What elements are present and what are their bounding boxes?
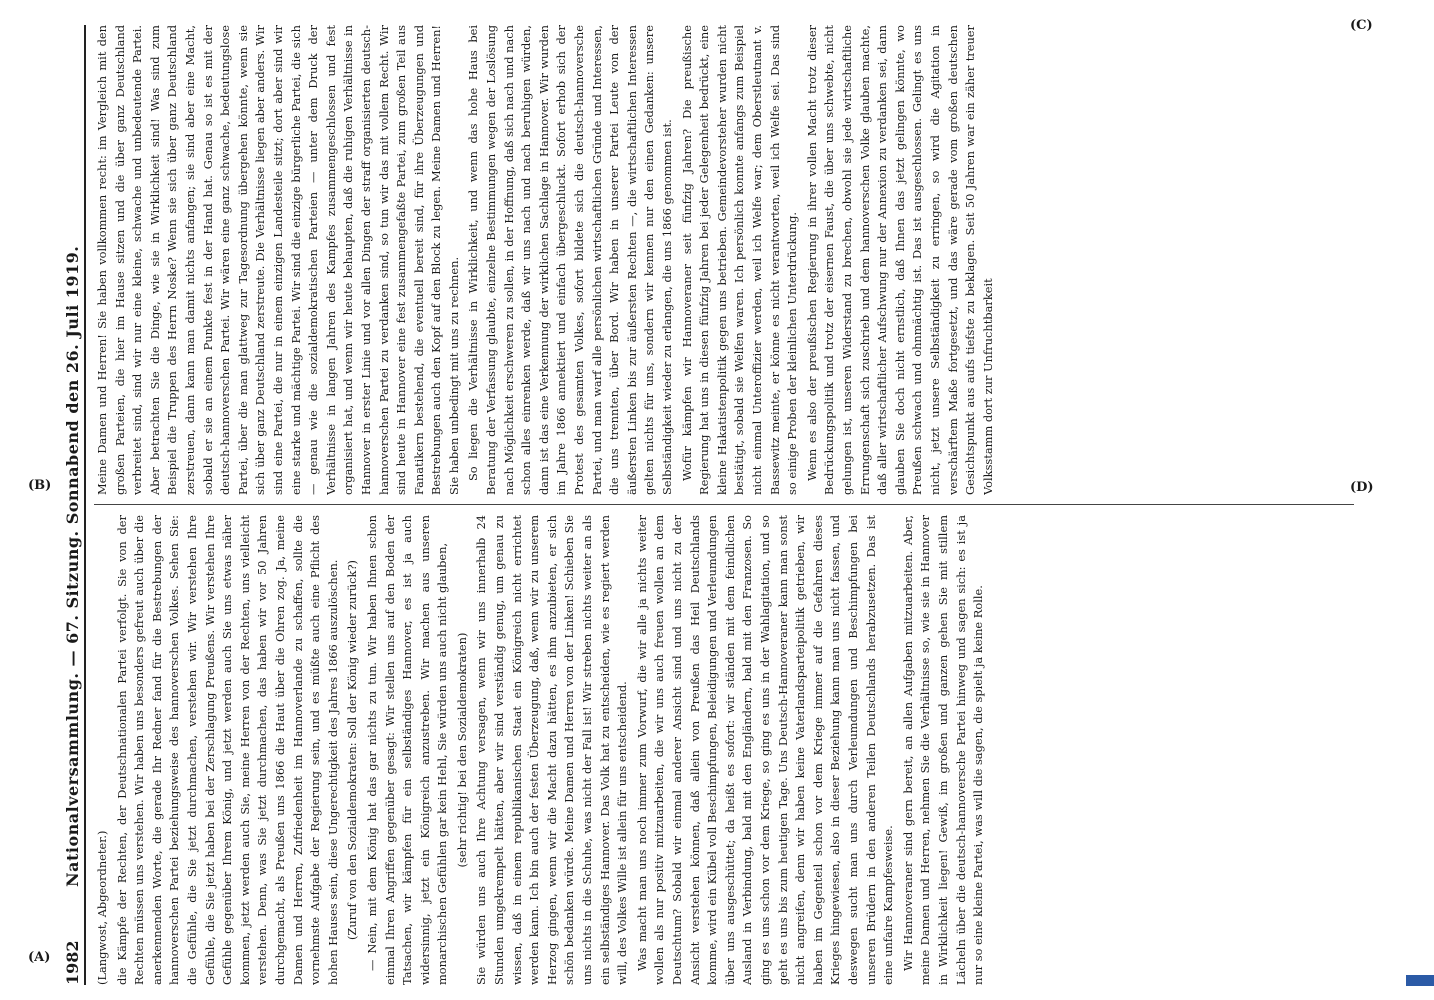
paragraph: — Nein, mit dem König hat das gar nichts zu tun. Wir haben Ihnen schon einmal Ihren Angriffen gegenüber gesagt: Wir stellen uns auf den Boden der Tatsachen, wir kämpfen für ein selbständiges Hannover, es ist ja auch widersinnig, jetzt ein Königreich anzustreben. Wir machen aus unseren monarchischen Gefühlen gar kein Hehl, Sie würden uns auch nicht glauben, (364, 515, 450, 985)
dfg-logo (1406, 975, 1434, 986)
margin-marker-a: (A) (28, 950, 51, 965)
interjection: (sehr richtig! bei den Sozialdemokraten) (454, 632, 469, 868)
interjection: (Zuruf von den Sozialdemokraten: Soll der König wieder zurück?) (345, 559, 360, 941)
paragraph: Wenn es also der preußischen Regierung in ihrer vollen Macht trotz dieser Bedrückungspolitik und trotz der eisernen Faust, die über uns schwebte, nicht gelungen ist, unseren Widerstand zu brechen, obwohl sie jede wirtschaftliche Errungenschaft sich zuschrieb und dem hannoverschen Volke glauben machte, daß aller wirtschaftlicher Aufschwung nur der Annexion zu verdanken sei, dann glauben Sie doch nicht ernstlich, daß Ihnen das jetzt gelingen könnte, wo Preußen schwach und ohnmächtig ist. Das ist ausgeschlossen. Gelingt es uns nicht, jetzt unsere Selbständigkeit zu erringen, so wird die Agitation in verschärftem Maße fortgesetzt, und das wäre gerade vom großen deutschen Gesichtspunkt aus aufs tiefste zu beklagen. Seit 50 Jahren war ein zäher treuer Volksstamm dort zur Unfruchtbarkeit (804, 25, 995, 495)
rotated-page-body (50, 25, 1360, 985)
paragraph: Sie würden uns auch Ihre Achtung versagen, wenn wir uns innerhalb 24 Stunden umgekrempelt hätten, aber wir sind verständig genug, um genau zu wissen, daß in einem republikanischen Staat ein Königreich nicht errichtet werden kann. Ich bin auch der festen Überzeugung, daß, wenn wir zu unserem Herzog gingen, wenn wir die Macht dazu hätten, es ihm anzubieten, er sich schön bedanken würde. Meine Damen und Herren von der Linken! Schieben Sie uns nichts in die Schuhe, was nicht der Fall ist! Wir streben nichts weiter an als ein selbständiges Hannover. Das Volk hat zu entscheiden, wie es regiert werden will, des Volkes Wille ist allein für uns entscheidend. (474, 515, 630, 985)
margin-marker-d: (D) (1350, 480, 1374, 495)
paragraph: die Kämpfe der Rechten, der Deutschnationalen Partei verfolgt. Sie von der Rechten müssen uns verstehen. Wir haben uns besonders gefreut auch über die anerkennenden Worte, die gerade Ihr Redner fand für die Bestrebungen der hannoverschen Partei beziehungsweise des hannoverschen Volkes. Sehen Sie: die Gefühle, die Sie jetzt durchmachen, verstehen wir. Wir verstehen Ihre Gefühle, die Sie jetzt haben bei der Zerschlagung Preußens. Wir verstehen Ihre Gefühle gegenüber Ihrem König, und jetzt werden auch Sie uns etwas näher kommen, jetzt werden auch Sie, meine Herren von der Rechten, uns vielleicht verstehen. Denn, was Sie jetzt durchmachen, das haben wir vor 50 Jahren durchgemacht, als Preußen uns 1866 die Haut über die Ohren zog. Ja, meine Damen und Herren, Zufriedenheit im Hannoverlande zu schaffen, sollte die vornehmste Aufgabe der Regierung sein, und es müßte auch eine Pflicht des hohen Hauses sein, diese Ungerechtigkeit des Jahres 1866 auszulöschen. (114, 515, 340, 985)
right-column (94, 25, 1354, 495)
page-number: 1982 (63, 940, 82, 985)
speaker-line: (Langwost, Abgeordneter.) (95, 830, 109, 985)
digitization-credit (1412, 10, 1428, 990)
paragraph: So liegen die Verhältnisse in Wirklichkeit, und wenn das hohe Haus bei Beratung der Verfassung glaubte, einzelne Bestimmungen wegen der Loslösung nach Möglichkeit erschweren zu sollen, in der Hoffnung, daß sich nach und nach schon alles einrenken werde, daß wir uns nach und nach beruhigen würden, dann ist das eine Verkennung der wirklichen Sachlage in Hannover. Wir wurden im Jahre 1866 annektiert und einfach übergeschluckt. Sofort erhob sich der Protest des gesamten Volkes, sofort bildete sich die deutsch-hannoversche Partei, und man warf alle persönlichen wirtschaftlichen Gründe und Interessen, die uns trennten, über Bord. Wir haben in unserer Partei Leute von der äußersten Linken bis zur äußersten Rechten —, die wirtschaftlichen Interessen gelten nichts für uns, sondern wir kennen nur den einen Gedanken: unsere Selbständigkeit wieder zu erlangen, die uns 1866 genommen ist. (466, 25, 674, 495)
paragraph: Wir Hannoveraner sind gern bereit, an allen Aufgaben mitzuarbeiten. Aber, meine Damen und Herren, nehmen Sie die Verhältnisse so, wie sie in Hannover in Wirklichkeit liegen! Gewiß, im großen und ganzen gehen Sie mit stillem Lächeln über die deutsch-hannoversche Partei hinweg und sagen sich: es ist ja nur so eine kleine Partei, was will die sagen, die spielt ja keine Rolle. (900, 515, 986, 985)
paragraph: Meine Damen und Herren! Sie haben vollkommen recht: im Vergleich mit den großen Parteien, die hier im Hause sitzen und die über ganz Deutschland verbreitet sind, sind wir nur eine kleine, schwache und unbedeutende Partei. Aber betrachten Sie die Dinge, wie sie in Wirklichkeit sind! Was sind zum Beispiel die Truppen des Herrn Noske? Wenn sie sich über ganz Deutschland zerstreuen, dann kann man damit nichts anfangen; sie sind aber eine Macht, sobald er sie an einem Punkte fest in der Hand hat. Genau so ist es mit der deutsch-hannoverschen Partei. Wir wären eine ganz schwache, bedeutungslose Partei, über die man glattweg zur Tagesordnung übergehen könnte, wenn sie sich über ganz Deutschland zerstreute. Die Verhältnisse liegen aber anders. Wir sind eine Partei, die nur in einem einzigen Landesteile sitzt; dort aber sind wir eine starke und mächtige Partei. Wir sind die einzige bürgerliche Partei, die sich — genau wie die sozialdemokratischen Parteien — unter dem Druck der Verhältnisse in langen Jahren des Kampfes zusammengeschlossen und fest organisiert hat, und wenn wir heute behaupten, daß die ruhigen Verhältnisse in Hannover in erster Linie und vor allen Dingen der straff organisierten deutsch-hannoverschen Partei zu verdanken sind, so tun wir das mit vollem Recht. Wir sind heute in Hannover eine fest zusammengefaßte Partei, zum großen Teil aus Fanatikern bestehend, die eventuell bereit sind, für ihre Überzeugungen und Bestrebungen auch den Kopf auf den Block zu legen. Meine Damen und Herren! Sie haben unbedingt mit uns zu rechnen. (95, 25, 461, 495)
page-header (50, 25, 86, 985)
paragraph: Was macht man uns noch immer zum Vorwurf, die wir alle ja nichts weiter wollen als nur positiv mitzuarbeiten, die wir uns auch freuen wollen an dem Deutschtum? Sobald wir einmal anderer Ansicht sind und uns nicht zu der Ansicht verstehen können, daß allein von Preußen das Heil Deutschlands komme, wird ein Kübel voll Beschimpfungen, Beleidigungen und Verleumdungen über uns ausgeschüttet; da heißt es sofort: wir ständen mit dem feindlichen Ausland in Verbindung, bald mit den Engländern, bald mit den Franzosen. So ging es uns schon vor dem Kriege, so ging es uns in der Wahlagitation, und so geht es uns bis zum heutigen Tage. Uns Deutsch-Hannoveraner kann man sonst nicht angreifen, denn wir haben keine Vaterlandsparteipolitik getrieben, wir haben im Gegenteil schon vor dem Kriege immer auf die Gefahren dieses Krieges hingewiesen, also in dieser Beziehung kann man uns nicht fassen, und deswegen sucht man uns durch Verleumdungen und Beschimpfungen bei unseren Brüdern in den anderen Teilen Deutschlands herabzusetzen. Das ist eine unfaire Kampfesweise. (634, 515, 896, 985)
page-title: Nationalversammlung. — 67. Sitzung. Sonnabend den 26. Juli 1919. (63, 245, 82, 887)
paragraph: Wofür kämpfen wir Hannoveraner seit fünfzig Jahren? Die preußische Regierung hat uns in diesen fünfzig Jahren bei jeder Gelegenheit bedrückt, eine kleine Hakatistenpolitik gegen uns betrieben. Gemeindevorsteher wurden nicht bestätigt, sobald sie Welfen waren. Ich persönlich konnte anfangs zum Beispiel nicht einmal Unteroffizier werden, weil ich Welfe war; dem Oberstleutnant v. Bassewitz meinte, er könne es nicht verantworten, weil ich Welfe sei. Das sind so einige Proben der kleinlichen Unterdrückung. (679, 25, 800, 495)
left-column (94, 515, 1354, 985)
margin-marker-c: (C) (1350, 18, 1373, 33)
margin-marker-b: (B) (28, 478, 52, 493)
column-divider (94, 504, 1354, 505)
